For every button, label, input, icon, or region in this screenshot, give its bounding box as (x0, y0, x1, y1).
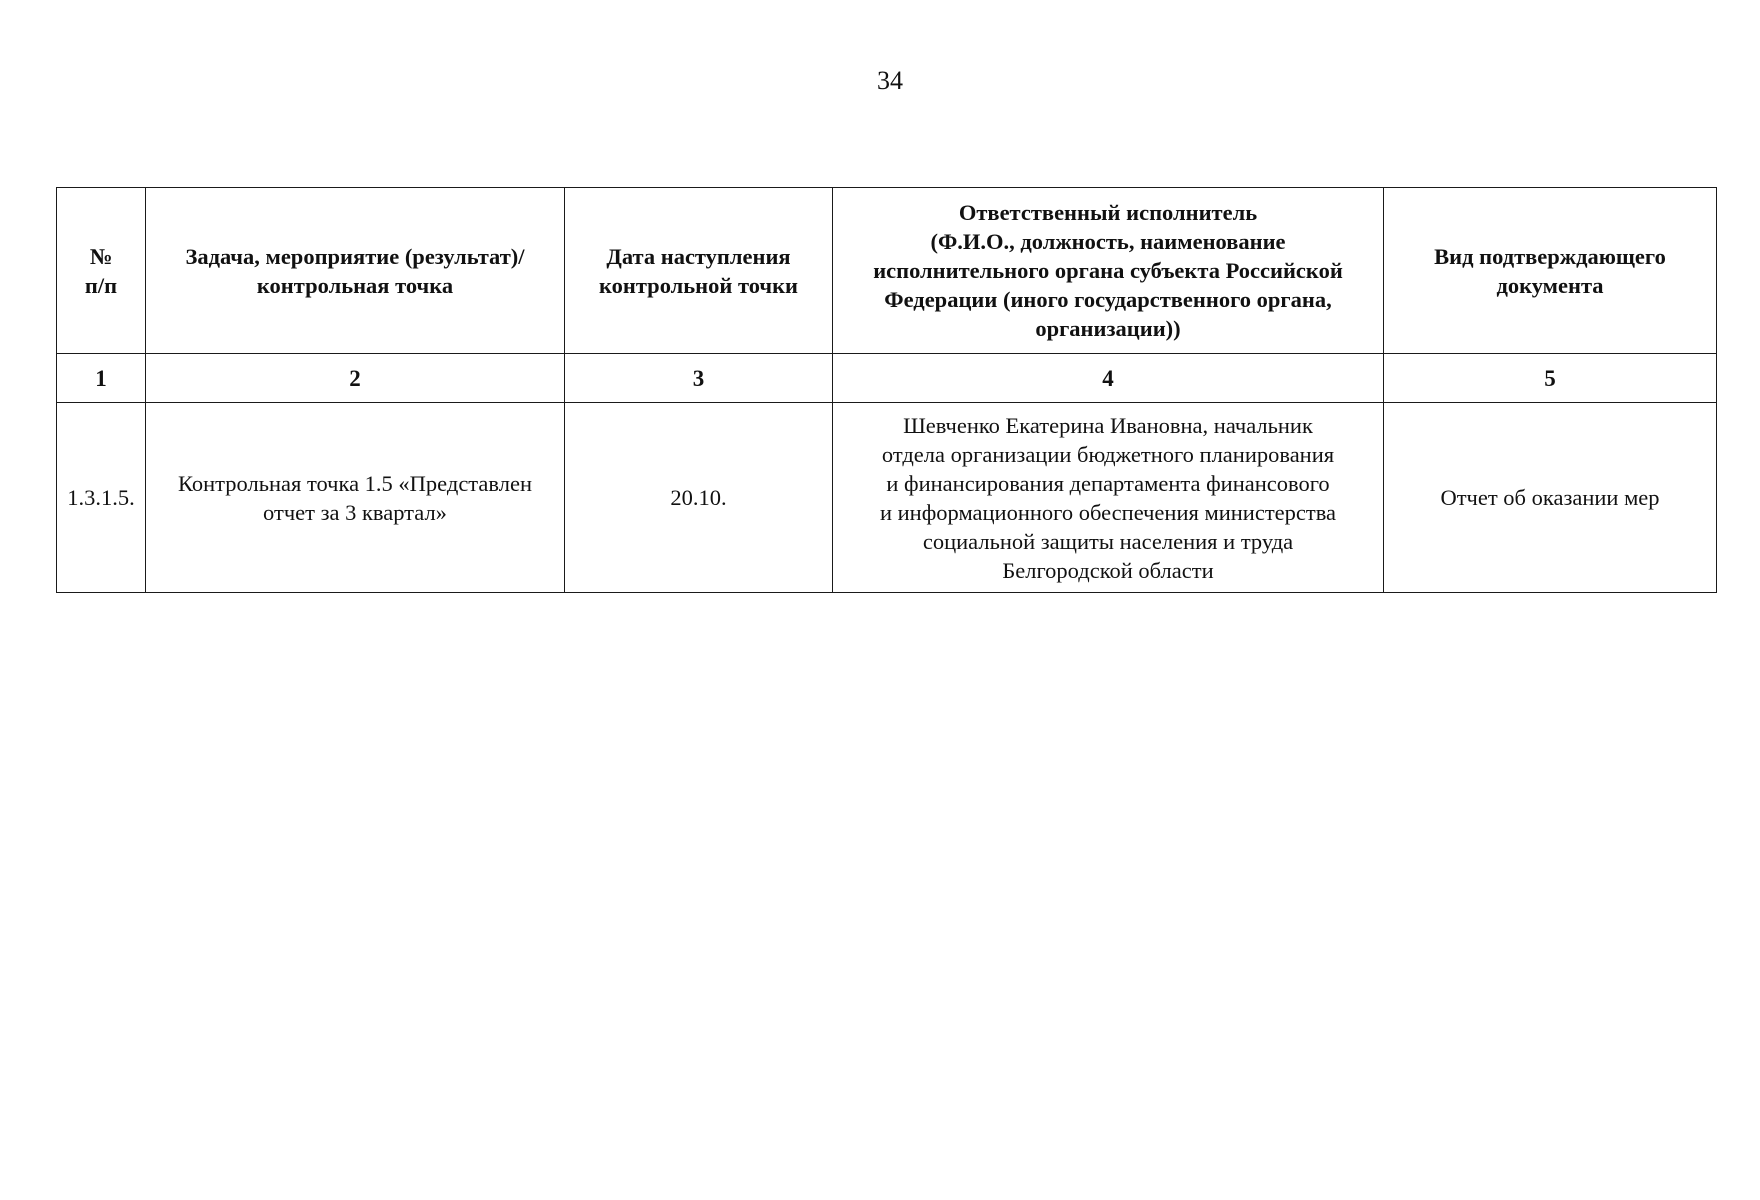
header-line: контрольная точка (256, 272, 454, 298)
executor-line: Шевченко Екатерина Ивановна, начальник (903, 412, 1313, 438)
header-line: Ответственный исполнитель (958, 200, 1258, 225)
header-line: Федерации (иного государственного органа, (884, 287, 1332, 312)
executor-line: Белгородской области (1002, 557, 1214, 583)
executor-line: и информационного обеспечения министерства (879, 499, 1337, 525)
header-line: организации)) (1035, 316, 1181, 341)
column-number: 5 (1384, 354, 1717, 403)
header-line: Вид подтверждающего (1434, 243, 1666, 269)
column-number: 1 (57, 354, 146, 403)
executor-line: социальной защиты населения и труда (922, 528, 1294, 554)
task-line: отчет за 3 квартал» (263, 499, 447, 525)
table-header-row (57, 188, 1717, 354)
header-line: (Ф.И.О., должность, наименование (930, 229, 1286, 254)
header-line: № (89, 243, 113, 269)
column-number: 4 (833, 354, 1384, 403)
column-number: 2 (146, 354, 565, 403)
table-row (57, 403, 1717, 593)
column-numbers-row (57, 354, 1717, 403)
header-line: Дата наступления (606, 243, 791, 269)
task-line: Контрольная точка 1.5 «Представлен (177, 470, 532, 496)
control-points-table (56, 187, 1717, 593)
row-executor (833, 403, 1384, 593)
header-line: документа (1496, 272, 1604, 298)
row-task (146, 403, 565, 593)
header-line: исполнительного органа субъекта Российской (873, 258, 1343, 283)
header-date (565, 188, 833, 354)
row-document: Отчет об оказании мер (1384, 403, 1717, 593)
executor-line: отдела организации бюджетного планирования (881, 441, 1335, 467)
header-number (57, 188, 146, 354)
page-number: 34 (877, 66, 903, 95)
header-task (146, 188, 565, 354)
header-line: Задача, мероприятие (результат)/ (185, 243, 525, 269)
executor-line: и финансирования департамента финансового (886, 470, 1330, 496)
header-document (1384, 188, 1717, 354)
header-line: п/п (84, 272, 118, 298)
column-number: 3 (565, 354, 833, 403)
row-number: 1.3.1.5. (57, 403, 146, 593)
header-executor (833, 188, 1384, 354)
header-line: контрольной точки (598, 272, 799, 298)
row-date: 20.10. (565, 403, 833, 593)
